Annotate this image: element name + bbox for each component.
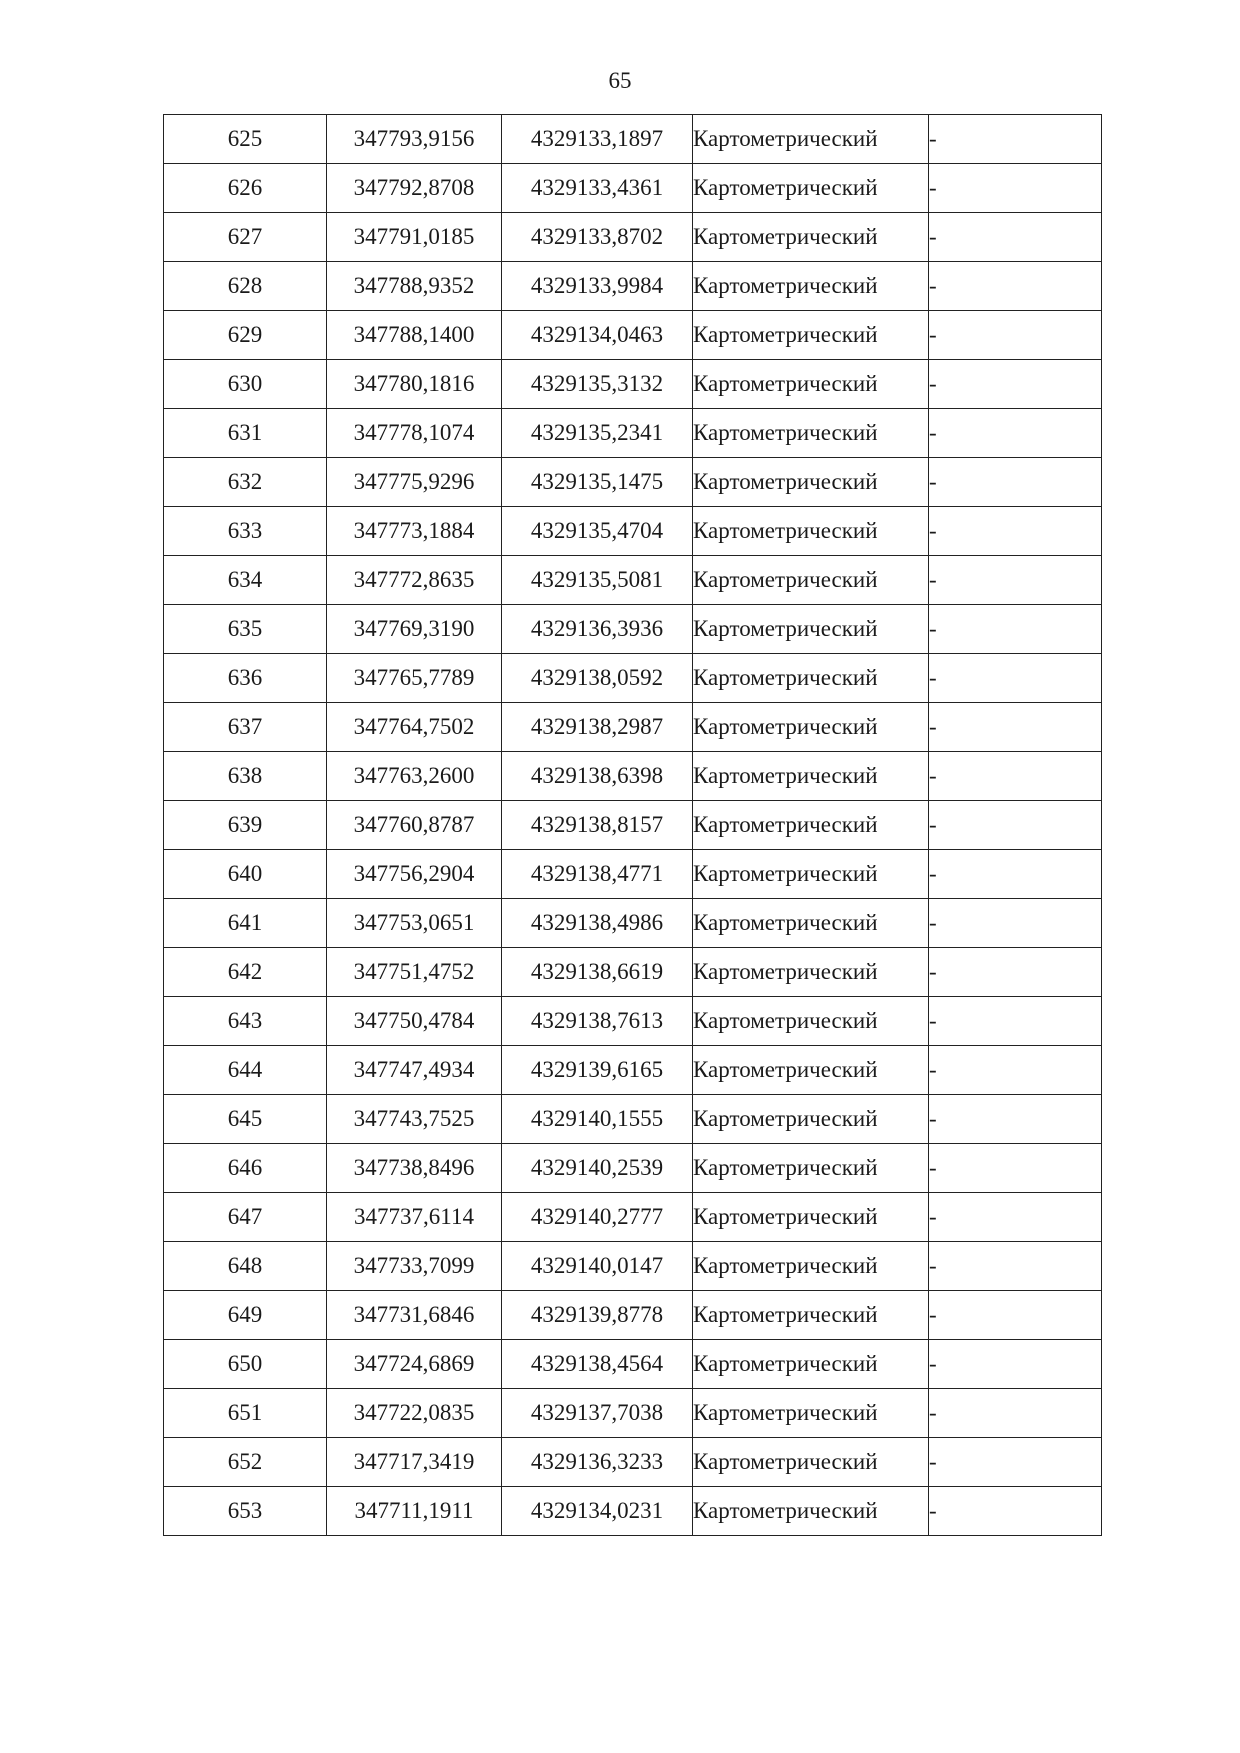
y-coordinate-cell: 4329138,8157 — [502, 801, 693, 850]
table-row — [164, 654, 1102, 703]
note-cell: - — [929, 1046, 1102, 1095]
note-cell: - — [929, 1242, 1102, 1291]
method-cell: Картометрический — [693, 1242, 929, 1291]
method-cell: Картометрический — [693, 1193, 929, 1242]
table-row — [164, 1389, 1102, 1438]
note-cell: - — [929, 1438, 1102, 1487]
y-coordinate-cell: 4329133,4361 — [502, 164, 693, 213]
note-cell: - — [929, 115, 1102, 164]
point-number-cell: 645 — [164, 1095, 327, 1144]
y-coordinate-cell: 4329134,0231 — [502, 1487, 693, 1536]
note-cell: - — [929, 654, 1102, 703]
method-cell: Картометрический — [693, 703, 929, 752]
y-coordinate-cell: 4329140,1555 — [502, 1095, 693, 1144]
method-cell: Картометрический — [693, 1340, 929, 1389]
point-number-cell: 649 — [164, 1291, 327, 1340]
y-coordinate-cell: 4329133,9984 — [502, 262, 693, 311]
method-cell: Картометрический — [693, 507, 929, 556]
x-coordinate-cell: 347753,0651 — [327, 899, 502, 948]
point-number-cell: 642 — [164, 948, 327, 997]
y-coordinate-cell: 4329139,6165 — [502, 1046, 693, 1095]
x-coordinate-cell: 347775,9296 — [327, 458, 502, 507]
method-cell: Картометрический — [693, 1291, 929, 1340]
point-number-cell: 648 — [164, 1242, 327, 1291]
note-cell: - — [929, 311, 1102, 360]
method-cell: Картометрический — [693, 752, 929, 801]
point-number-cell: 631 — [164, 409, 327, 458]
y-coordinate-cell: 4329138,0592 — [502, 654, 693, 703]
note-cell: - — [929, 801, 1102, 850]
x-coordinate-cell: 347731,6846 — [327, 1291, 502, 1340]
table-row — [164, 1340, 1102, 1389]
note-cell: - — [929, 507, 1102, 556]
note-cell: - — [929, 703, 1102, 752]
note-cell: - — [929, 1389, 1102, 1438]
table-row — [164, 1438, 1102, 1487]
y-coordinate-cell: 4329135,4704 — [502, 507, 693, 556]
table-row — [164, 801, 1102, 850]
point-number-cell: 633 — [164, 507, 327, 556]
table-row — [164, 1242, 1102, 1291]
point-number-cell: 640 — [164, 850, 327, 899]
note-cell: - — [929, 605, 1102, 654]
method-cell: Картометрический — [693, 458, 929, 507]
point-number-cell: 626 — [164, 164, 327, 213]
table-row — [164, 507, 1102, 556]
note-cell: - — [929, 948, 1102, 997]
table-row — [164, 1046, 1102, 1095]
method-cell: Картометрический — [693, 360, 929, 409]
method-cell: Картометрический — [693, 654, 929, 703]
table-row — [164, 1095, 1102, 1144]
y-coordinate-cell: 4329134,0463 — [502, 311, 693, 360]
table-row — [164, 1487, 1102, 1536]
point-number-cell: 646 — [164, 1144, 327, 1193]
note-cell: - — [929, 1144, 1102, 1193]
point-number-cell: 627 — [164, 213, 327, 262]
x-coordinate-cell: 347788,1400 — [327, 311, 502, 360]
y-coordinate-cell: 4329139,8778 — [502, 1291, 693, 1340]
x-coordinate-cell: 347764,7502 — [327, 703, 502, 752]
point-number-cell: 637 — [164, 703, 327, 752]
table-row — [164, 115, 1102, 164]
table-row — [164, 703, 1102, 752]
table-row — [164, 556, 1102, 605]
y-coordinate-cell: 4329140,2777 — [502, 1193, 693, 1242]
table-row — [164, 164, 1102, 213]
point-number-cell: 628 — [164, 262, 327, 311]
y-coordinate-cell: 4329138,2987 — [502, 703, 693, 752]
y-coordinate-cell: 4329136,3233 — [502, 1438, 693, 1487]
note-cell: - — [929, 262, 1102, 311]
point-number-cell: 647 — [164, 1193, 327, 1242]
note-cell: - — [929, 360, 1102, 409]
x-coordinate-cell: 347743,7525 — [327, 1095, 502, 1144]
table-row — [164, 1291, 1102, 1340]
y-coordinate-cell: 4329138,6398 — [502, 752, 693, 801]
table-row — [164, 997, 1102, 1046]
table-row — [164, 360, 1102, 409]
x-coordinate-cell: 347769,3190 — [327, 605, 502, 654]
y-coordinate-cell: 4329138,6619 — [502, 948, 693, 997]
x-coordinate-cell: 347751,4752 — [327, 948, 502, 997]
point-number-cell: 632 — [164, 458, 327, 507]
y-coordinate-cell: 4329138,4564 — [502, 1340, 693, 1389]
x-coordinate-cell: 347780,1816 — [327, 360, 502, 409]
x-coordinate-cell: 347763,2600 — [327, 752, 502, 801]
point-number-cell: 650 — [164, 1340, 327, 1389]
note-cell: - — [929, 458, 1102, 507]
point-number-cell: 629 — [164, 311, 327, 360]
note-cell: - — [929, 1193, 1102, 1242]
method-cell: Картометрический — [693, 997, 929, 1046]
x-coordinate-cell: 347760,8787 — [327, 801, 502, 850]
point-number-cell: 630 — [164, 360, 327, 409]
note-cell: - — [929, 899, 1102, 948]
point-number-cell: 641 — [164, 899, 327, 948]
x-coordinate-cell: 347737,6114 — [327, 1193, 502, 1242]
y-coordinate-cell: 4329138,7613 — [502, 997, 693, 1046]
y-coordinate-cell: 4329138,4986 — [502, 899, 693, 948]
x-coordinate-cell: 347788,9352 — [327, 262, 502, 311]
point-number-cell: 638 — [164, 752, 327, 801]
table-row — [164, 850, 1102, 899]
method-cell: Картометрический — [693, 213, 929, 262]
method-cell: Картометрический — [693, 1095, 929, 1144]
y-coordinate-cell: 4329135,2341 — [502, 409, 693, 458]
method-cell: Картометрический — [693, 948, 929, 997]
method-cell: Картометрический — [693, 311, 929, 360]
method-cell: Картометрический — [693, 899, 929, 948]
table-row — [164, 262, 1102, 311]
y-coordinate-cell: 4329140,2539 — [502, 1144, 693, 1193]
note-cell: - — [929, 997, 1102, 1046]
method-cell: Картометрический — [693, 1046, 929, 1095]
y-coordinate-cell: 4329133,8702 — [502, 213, 693, 262]
note-cell: - — [929, 850, 1102, 899]
point-number-cell: 651 — [164, 1389, 327, 1438]
x-coordinate-cell: 347738,8496 — [327, 1144, 502, 1193]
point-number-cell: 639 — [164, 801, 327, 850]
table-row — [164, 311, 1102, 360]
note-cell: - — [929, 752, 1102, 801]
x-coordinate-cell: 347772,8635 — [327, 556, 502, 605]
method-cell: Картометрический — [693, 850, 929, 899]
x-coordinate-cell: 347750,4784 — [327, 997, 502, 1046]
point-number-cell: 644 — [164, 1046, 327, 1095]
x-coordinate-cell: 347773,1884 — [327, 507, 502, 556]
point-number-cell: 652 — [164, 1438, 327, 1487]
method-cell: Картометрический — [693, 1144, 929, 1193]
method-cell: Картометрический — [693, 801, 929, 850]
table-row — [164, 409, 1102, 458]
x-coordinate-cell: 347793,9156 — [327, 115, 502, 164]
coordinates-table-body — [164, 115, 1102, 1536]
x-coordinate-cell: 347722,0835 — [327, 1389, 502, 1438]
x-coordinate-cell: 347717,3419 — [327, 1438, 502, 1487]
x-coordinate-cell: 347792,8708 — [327, 164, 502, 213]
table-row — [164, 605, 1102, 654]
x-coordinate-cell: 347791,0185 — [327, 213, 502, 262]
method-cell: Картометрический — [693, 262, 929, 311]
point-number-cell: 635 — [164, 605, 327, 654]
note-cell: - — [929, 1291, 1102, 1340]
table-row — [164, 948, 1102, 997]
note-cell: - — [929, 409, 1102, 458]
point-number-cell: 636 — [164, 654, 327, 703]
note-cell: - — [929, 213, 1102, 262]
x-coordinate-cell: 347756,2904 — [327, 850, 502, 899]
note-cell: - — [929, 556, 1102, 605]
y-coordinate-cell: 4329140,0147 — [502, 1242, 693, 1291]
method-cell: Картометрический — [693, 605, 929, 654]
x-coordinate-cell: 347765,7789 — [327, 654, 502, 703]
y-coordinate-cell: 4329135,5081 — [502, 556, 693, 605]
table-row — [164, 899, 1102, 948]
table-row — [164, 1193, 1102, 1242]
note-cell: - — [929, 1340, 1102, 1389]
table-row — [164, 458, 1102, 507]
point-number-cell: 643 — [164, 997, 327, 1046]
y-coordinate-cell: 4329137,7038 — [502, 1389, 693, 1438]
y-coordinate-cell: 4329135,3132 — [502, 360, 693, 409]
point-number-cell: 634 — [164, 556, 327, 605]
method-cell: Картометрический — [693, 409, 929, 458]
note-cell: - — [929, 1095, 1102, 1144]
note-cell: - — [929, 164, 1102, 213]
point-number-cell: 625 — [164, 115, 327, 164]
coordinates-table — [163, 114, 1102, 1536]
page-number: 65 — [608, 68, 632, 93]
method-cell: Картометрический — [693, 556, 929, 605]
y-coordinate-cell: 4329133,1897 — [502, 115, 693, 164]
x-coordinate-cell: 347747,4934 — [327, 1046, 502, 1095]
y-coordinate-cell: 4329138,4771 — [502, 850, 693, 899]
method-cell: Картометрический — [693, 164, 929, 213]
table-row — [164, 1144, 1102, 1193]
point-number-cell: 653 — [164, 1487, 327, 1536]
table-row — [164, 213, 1102, 262]
x-coordinate-cell: 347711,1911 — [327, 1487, 502, 1536]
method-cell: Картометрический — [693, 115, 929, 164]
x-coordinate-cell: 347778,1074 — [327, 409, 502, 458]
method-cell: Картометрический — [693, 1438, 929, 1487]
method-cell: Картометрический — [693, 1389, 929, 1438]
method-cell: Картометрический — [693, 1487, 929, 1536]
x-coordinate-cell: 347724,6869 — [327, 1340, 502, 1389]
table-row — [164, 752, 1102, 801]
y-coordinate-cell: 4329135,1475 — [502, 458, 693, 507]
y-coordinate-cell: 4329136,3936 — [502, 605, 693, 654]
note-cell: - — [929, 1487, 1102, 1536]
x-coordinate-cell: 347733,7099 — [327, 1242, 502, 1291]
